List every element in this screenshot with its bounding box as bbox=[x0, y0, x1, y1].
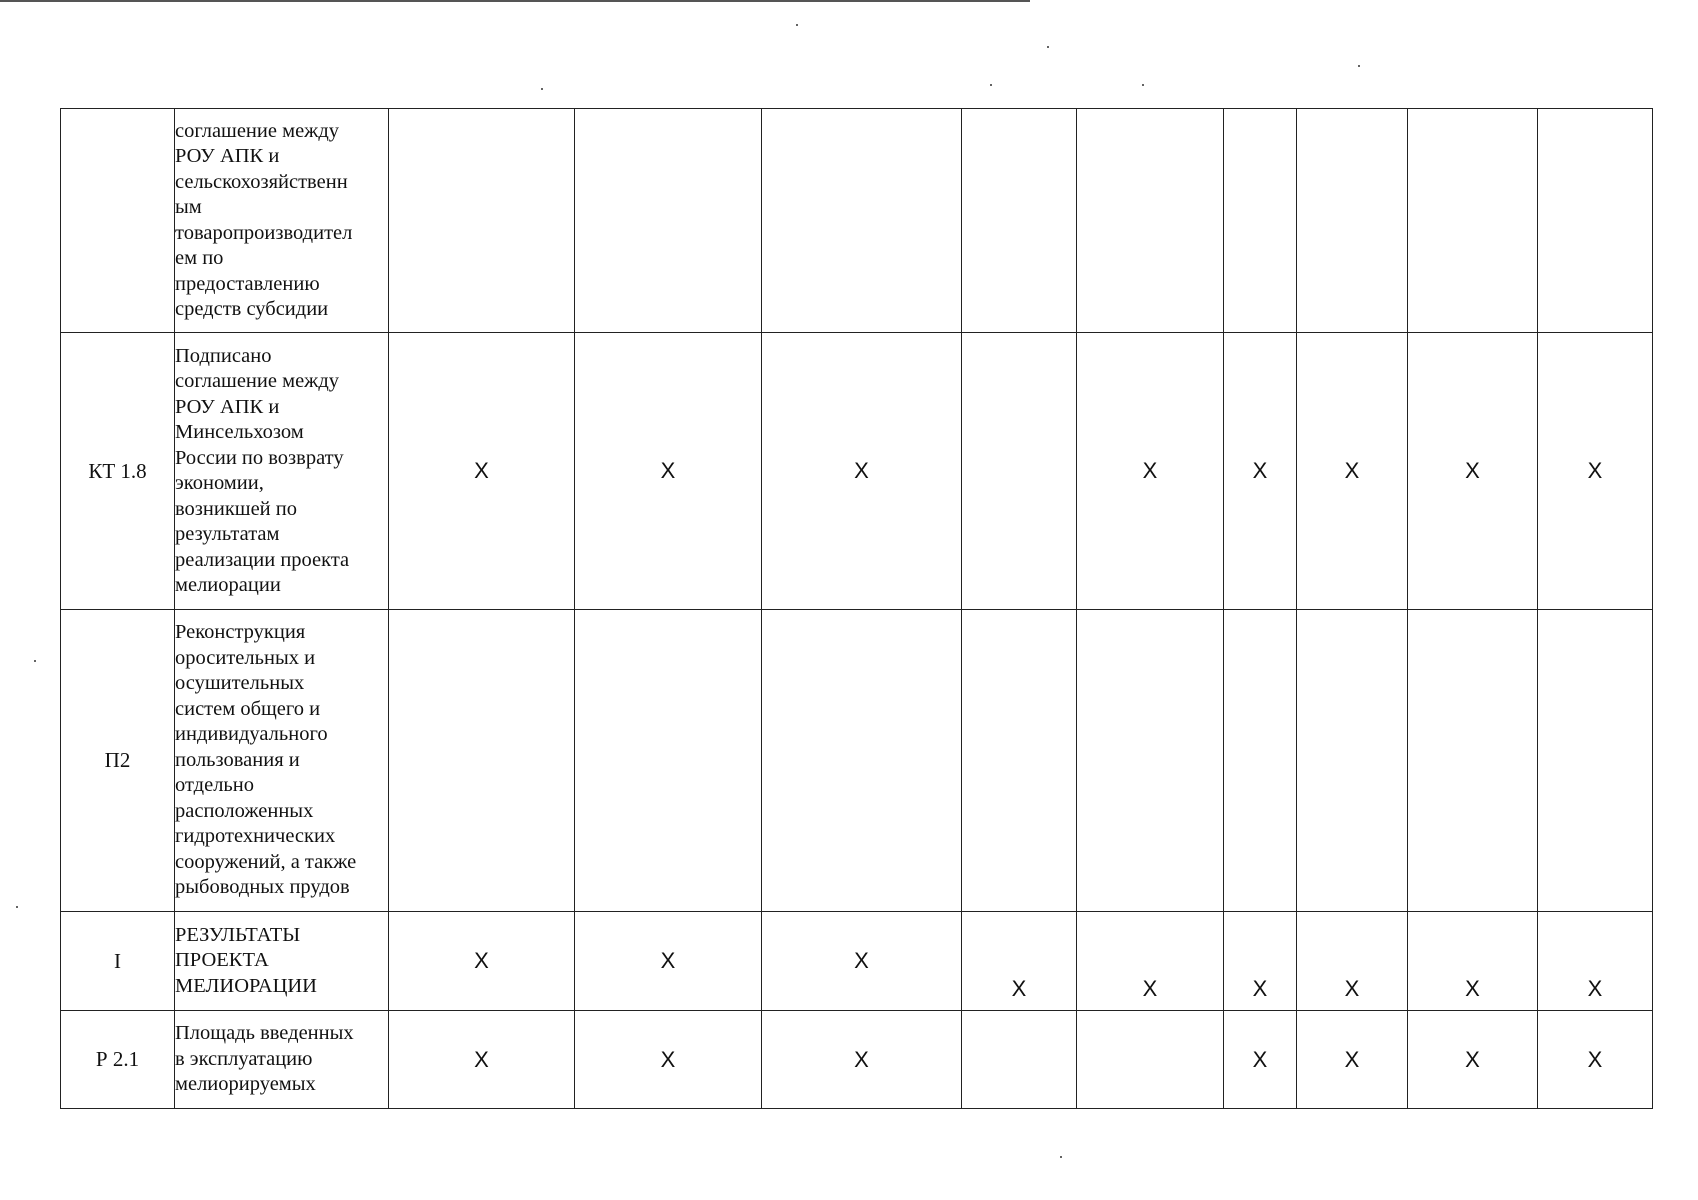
row-description: РЕЗУЛЬТАТЫ ПРОЕКТА МЕЛИОРАЦИИ bbox=[175, 912, 389, 1011]
mark-cell bbox=[762, 610, 962, 912]
scan-speck bbox=[1358, 65, 1360, 67]
mark-cell: X bbox=[1077, 333, 1224, 610]
scan-speck bbox=[990, 84, 992, 86]
mark-cell: X bbox=[1297, 333, 1408, 610]
row-description: Подписано соглашение между РОУ АПК и Минсельхозом России по возврату экономии, возникшей по результатам реализации проекта мелиорации bbox=[175, 333, 389, 610]
scan-speck bbox=[34, 660, 36, 662]
row-description: Реконструкция оросительных и осушительных систем общего и индивидуального пользования и отдельно расположенных гидротехнических сооружений, а также рыбоводных прудов bbox=[175, 610, 389, 912]
mark-cell: X bbox=[1408, 1011, 1538, 1109]
row-code: I bbox=[61, 912, 175, 1011]
scan-speck bbox=[1142, 84, 1144, 86]
mark-cell bbox=[1224, 109, 1297, 333]
mark-cell bbox=[1408, 109, 1538, 333]
mark-cell: X bbox=[1224, 1011, 1297, 1109]
mark-cell: X bbox=[1224, 333, 1297, 610]
mark-cell: X bbox=[1538, 1011, 1653, 1109]
mark-cell: X bbox=[1077, 912, 1224, 1011]
mark-cell bbox=[1077, 109, 1224, 333]
mark-cell: X bbox=[1538, 912, 1653, 1011]
row-code: П2 bbox=[61, 610, 175, 912]
mark-cell bbox=[762, 109, 962, 333]
mark-cell: X bbox=[762, 912, 962, 1011]
mark-cell bbox=[575, 109, 762, 333]
scan-speck bbox=[1047, 46, 1049, 48]
mark-cell: X bbox=[389, 333, 575, 610]
table-row bbox=[61, 109, 1653, 333]
mark-cell: X bbox=[762, 333, 962, 610]
row-code bbox=[61, 109, 175, 333]
mark-cell: X bbox=[575, 333, 762, 610]
mark-cell: X bbox=[1408, 333, 1538, 610]
mark-cell: X bbox=[762, 1011, 962, 1109]
mark-cell: X bbox=[389, 1011, 575, 1109]
mark-cell: X bbox=[962, 912, 1077, 1011]
mark-cell bbox=[575, 610, 762, 912]
mark-cell bbox=[1538, 109, 1653, 333]
schedule-table bbox=[60, 108, 1653, 1109]
row-code: КТ 1.8 bbox=[61, 333, 175, 610]
mark-cell: X bbox=[575, 912, 762, 1011]
mark-cell bbox=[1297, 610, 1408, 912]
mark-cell: X bbox=[575, 1011, 762, 1109]
mark-cell bbox=[962, 610, 1077, 912]
scan-speck bbox=[1060, 1156, 1062, 1158]
mark-cell: X bbox=[1538, 333, 1653, 610]
mark-cell bbox=[1408, 610, 1538, 912]
page-top-border bbox=[0, 0, 1030, 2]
mark-cell: X bbox=[1297, 1011, 1408, 1109]
mark-cell: X bbox=[1297, 912, 1408, 1011]
scan-speck bbox=[796, 24, 798, 26]
mark-cell bbox=[962, 1011, 1077, 1109]
mark-cell: X bbox=[1224, 912, 1297, 1011]
mark-cell bbox=[1077, 1011, 1224, 1109]
mark-cell bbox=[1538, 610, 1653, 912]
table-row bbox=[61, 610, 1653, 912]
row-code: Р 2.1 bbox=[61, 1011, 175, 1109]
mark-cell bbox=[1077, 610, 1224, 912]
mark-cell bbox=[962, 333, 1077, 610]
mark-cell bbox=[389, 610, 575, 912]
table-row bbox=[61, 1011, 1653, 1109]
row-description: Площадь введенных в эксплуатацию мелиорируемых bbox=[175, 1011, 389, 1109]
row-description: соглашение между РОУ АПК и сельскохозяйственн ым товаропроизводител ем по предоставлению средств субсидии bbox=[175, 109, 389, 333]
table-row bbox=[61, 912, 1653, 1011]
mark-cell: X bbox=[1408, 912, 1538, 1011]
scan-speck bbox=[16, 906, 18, 908]
table-row bbox=[61, 333, 1653, 610]
mark-cell bbox=[1297, 109, 1408, 333]
mark-cell: X bbox=[389, 912, 575, 1011]
mark-cell bbox=[389, 109, 575, 333]
scan-speck bbox=[541, 88, 543, 90]
mark-cell bbox=[1224, 610, 1297, 912]
mark-cell bbox=[962, 109, 1077, 333]
